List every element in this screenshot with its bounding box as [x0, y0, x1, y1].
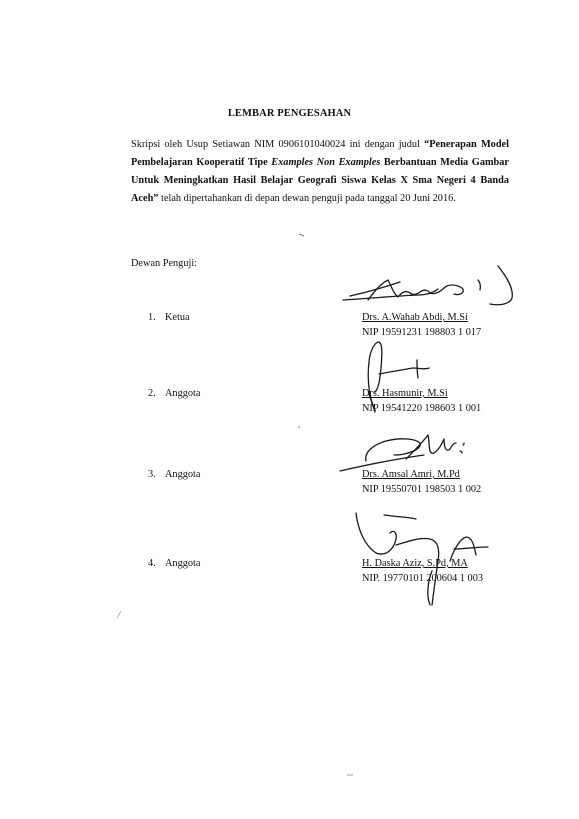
examiner-role-label: Ketua — [165, 312, 190, 323]
scan-speck — [296, 425, 302, 429]
examiner-role-label: Anggota — [165, 388, 201, 399]
examiner-nip: NIP. 19770101 200604 1 003 — [362, 572, 483, 584]
examiner-signer-1 — [362, 311, 481, 340]
scan-speck — [346, 773, 354, 777]
page-title: LEMBAR PENGESAHAN — [227, 108, 352, 119]
examiner-role-label: Anggota — [165, 558, 201, 569]
scan-speck — [298, 232, 306, 238]
examiner-number: 3. — [148, 469, 156, 480]
approval-paragraph — [131, 136, 509, 208]
paragraph-text-1: Skripsi oleh Usup Setiawan NIM 0906101040024 ini dengan judul — [131, 139, 425, 150]
examiner-name: Drs. Amsal Amri, M.Pd — [362, 469, 460, 480]
examiner-nip: NIP 19550701 198503 1 002 — [362, 483, 482, 495]
examiner-name: Drs. A.Wahab Abdi, M.Si — [362, 312, 468, 323]
examiners-label: Dewan Penguji: — [131, 258, 198, 269]
examiner-signer-2 — [362, 387, 481, 416]
signature-1 — [338, 262, 518, 318]
thesis-title-part-1: “Penerapan Model Pembelajaran Kooperatif Tipe — [131, 139, 509, 168]
examiner-name: H. Daska Aziz, S.Pd, MA — [362, 558, 468, 569]
paragraph-text-2: telah dipertahankan di depan dewan penguji pada tanggal 20 Juni 2016. — [158, 193, 456, 204]
thesis-title-italic: Examples Non Examples — [271, 157, 381, 168]
examiner-number: 1. — [148, 312, 156, 323]
examiner-nip: NIP 19541220 198603 1 001 — [362, 402, 482, 414]
examiner-number: 4. — [148, 558, 156, 569]
examiner-signer-3 — [362, 468, 481, 497]
examiner-number: 2. — [148, 388, 156, 399]
thesis-title-part-2: Berbantuan Media Gambar Untuk Meningkatkan Hasil Belajar Geografi Siswa Kelas X Sma Negeri 4 Banda Aceh” — [131, 157, 509, 204]
examiner-name: Drs. Hasmunir, M.Si — [362, 388, 448, 399]
examiner-nip: NIP 19591231 198803 1 017 — [362, 326, 482, 338]
examiner-role-2 — [148, 388, 200, 399]
examiner-role-4 — [148, 558, 200, 569]
scan-speck — [115, 610, 123, 620]
examiner-signer-4 — [362, 557, 483, 586]
examiner-role-1 — [148, 312, 190, 323]
examiner-role-label: Anggota — [165, 469, 201, 480]
examiner-role-3 — [148, 469, 200, 480]
